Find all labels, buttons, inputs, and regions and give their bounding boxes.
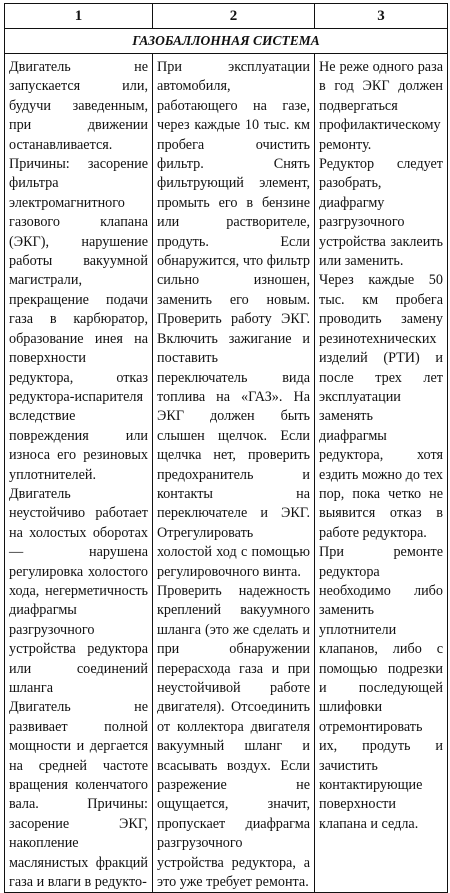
malfunction-unstable-idle: Двигатель неустойчиво работает на холостых оборотах — нарушена регулировка холостого хода, негерметичность диафрагмы разгрузочного устройства редуктора или соединений шланга [9, 485, 148, 696]
remedy-vacuum-hose: Проверить надежность креплений вакуумного шланга (это же сделать и при обнаружении перерасхода газа и при неустойчивой работе двигателя). Отсоединить от коллектора двигателя вакуумный шланг и всасывать воздух. Если разрежение не ощущается, значит, пропускает диафрагма разгрузочного устройства редуктора, а это уже требует ремонта. [157, 582, 310, 891]
prevention-rti-replacement: Через каждые 50 тыс. км пробега проводить замену резинотехнических изделий (РТИ) и после трех лет эксплуатации заменять диафрагмы редуктора, хотя ездить можно до тех пор, пока четко не выявится отказ в работе редуктора. [319, 272, 443, 541]
remedies-cell [153, 54, 315, 893]
column-number-2: 2 [153, 4, 315, 29]
content-row [5, 54, 448, 893]
prevention-ekg-repair: Не реже одного раза в год ЭКГ должен подвергаться профилактическому ремонту. [319, 59, 443, 153]
prevention-reducer-diaphragm: Редуктор следует разобрать, диафрагму разгрузочного устройства заклеить или заменить. [319, 156, 443, 270]
column-number-row [5, 4, 448, 29]
malfunction-no-start: Двигатель не запускается или, будучи заведенным, при движении останавливается. Причины: засорение фильтра электромагнитного газового клапана (ЭКГ), нарушение работы вакуумной магистрали, прекращение подачи газа в карбюратор, образование инея на поверхности редуктора, отказ редуктора-испарителя вследствие повреждения или износа его резиновых уплотнителей. [9, 59, 148, 483]
section-row [5, 29, 448, 54]
prevention-valve-repair: При ремонте редуктора необходимо либо заменить уплотнители клапанов, либо с помощью подрезки и последующей шлифовки отремонтировать их, продуть и зачистить контактирующие поверхности клапана и седла. [319, 544, 443, 832]
remedy-filter-ekg: При эксплуатации автомобиля, работающего на газе, через каждые 10 тыс. км пробега очистить фильтр. Снять фильтрующий элемент, промыть его в бензине или растворителе, продуть. Если обнаружится, что фильтр сильно изношен, заменить его новым. Проверить работу ЭКГ. Включить зажигание и поставить переключатель вида топлива на «ГАЗ». На ЭКГ должен быть слышен щелчок. Если щелчка нет, проверить предохранитель и контакты на переключателе и ЭКГ. Отрегулировать холостой ход с помощью регулировочного винта. [157, 59, 310, 580]
section-title: ГАЗОБАЛЛОННАЯ СИСТЕМА [5, 29, 448, 54]
malfunctions-cell [5, 54, 153, 893]
prevention-cell [315, 54, 448, 893]
maintenance-table [4, 3, 448, 893]
column-number-1: 1 [5, 4, 153, 29]
column-number-3: 3 [315, 4, 448, 29]
malfunction-low-power: Двигатель не развивает полной мощности и дергается на средней частоте вращения коленчатого вала. Причины: засорение ЭКГ, накопление маслянистых фракций газа и влаги в редукто- [9, 699, 148, 891]
